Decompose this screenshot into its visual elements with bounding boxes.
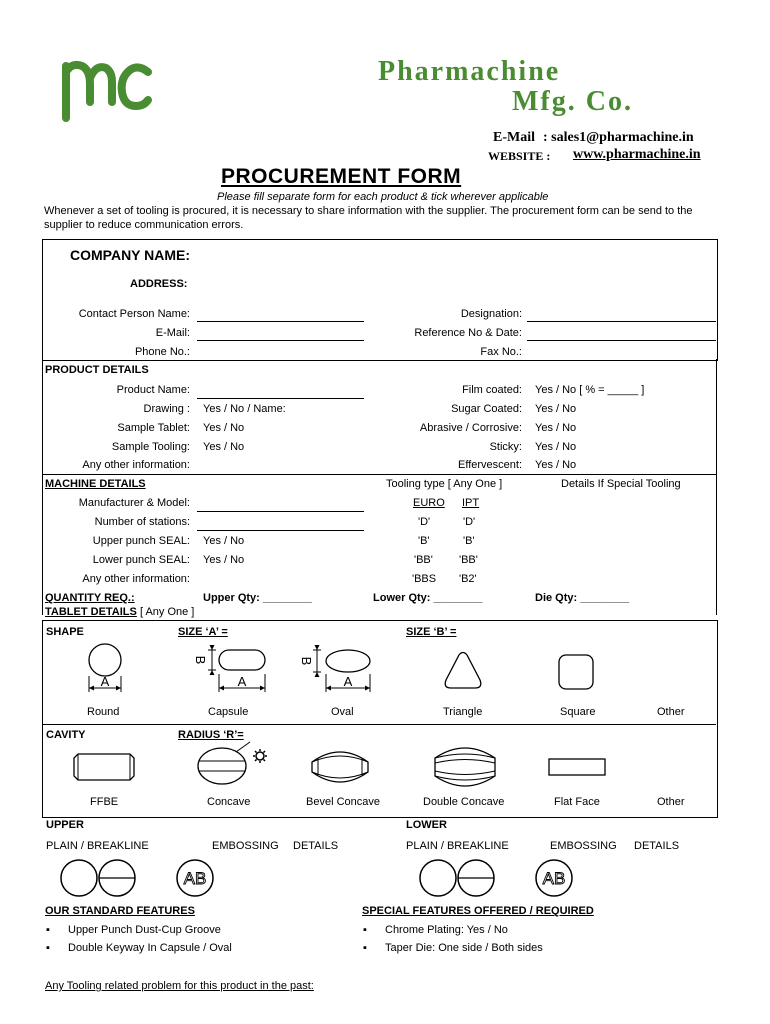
email-value[interactable]: : sales1@pharmachine.in [543, 130, 694, 145]
special-feature-chrome[interactable]: Chrome Plating: Yes / No [385, 924, 508, 936]
pmc-logo [62, 58, 152, 120]
film-coated-label: Film coated: [462, 384, 522, 396]
sticky-label: Sticky: [489, 441, 522, 453]
special-bullet-1: ▪ [363, 924, 367, 936]
lower-plain-label: PLAIN / BREAKLINE [406, 840, 509, 852]
tablet-heading-text: TABLET DETAILS [45, 606, 137, 618]
stations-label: Number of stations: [94, 516, 190, 528]
euro-type-b[interactable]: 'B' [418, 535, 430, 547]
manufacturer-label: Manufacturer & Model: [78, 497, 190, 509]
shape-round-label: Round [87, 706, 120, 718]
lower-embossing-label: EMBOSSING [550, 840, 617, 852]
standard-feature-1: Upper Punch Dust-Cup Groove [68, 924, 221, 936]
ipt-type-b2[interactable]: 'B2' [459, 573, 477, 585]
euro-type-bb[interactable]: 'BB' [414, 554, 433, 566]
cavity-bevel-concave-label: Bevel Concave [306, 796, 380, 808]
abrasive-label: Abrasive / Corrosive: [419, 422, 522, 434]
shape-other-label: Other [657, 706, 685, 718]
round-shape-drawing[interactable] [84, 640, 128, 696]
die-qty[interactable]: Die Qty: ________ [535, 592, 630, 604]
lower-seal-label: Lower punch SEAL: [92, 554, 190, 566]
product-name-label: Product Name: [116, 384, 190, 396]
shape-triangle-label: Triangle [443, 706, 483, 718]
lower-qty[interactable]: Lower Qty: ________ [373, 592, 483, 604]
phone-label: Phone No.: [134, 346, 190, 358]
company-name-label: COMPANY NAME: [70, 247, 191, 263]
upper-seal-label: Upper punch SEAL: [92, 535, 190, 547]
contact-person-label: Contact Person Name: [78, 308, 190, 320]
square-shape-drawing[interactable] [557, 653, 597, 691]
tablet-details-heading [45, 606, 194, 618]
cavity-other-label: Other [657, 796, 685, 808]
shape-capsule-label: Capsule [208, 706, 249, 718]
special-tooling-label: Details If Special Tooling [561, 478, 681, 490]
website-link[interactable]: www.pharmachine.in [573, 147, 701, 162]
drawing-label: Drawing : [143, 403, 190, 415]
website-label: WEBSITE : [488, 149, 551, 163]
past-problem-label: Any Tooling related problem for this product in the past: [45, 980, 314, 992]
effervescent-label: Effervescent: [458, 459, 522, 471]
lower-emboss-text: AB [542, 869, 566, 888]
oval-shape-drawing[interactable] [293, 644, 373, 696]
concave-cavity-drawing[interactable] [196, 744, 272, 786]
triangle-shape-drawing[interactable] [443, 650, 483, 692]
ipt-type-bb[interactable]: 'BB' [459, 554, 478, 566]
machine-details-heading: MACHINE DETAILS [45, 478, 146, 490]
cavity-concave-label: Concave [207, 796, 251, 808]
address-label: ADDRESS: [130, 278, 188, 290]
cavity-flat-face-label: Flat Face [554, 796, 600, 808]
tablet-heading-note: [ Any One ] [139, 606, 195, 618]
sample-tablet-options[interactable]: Yes / No [203, 422, 245, 434]
standard-bullet-2: ▪ [46, 942, 50, 954]
form-subtitle: Please fill separate form for each product & tick wherever applicable [217, 191, 549, 203]
brand-line-1: Pharmachine [378, 56, 561, 87]
size-b-label[interactable]: SIZE ‘B’ = [406, 626, 457, 638]
upper-breakline-punch[interactable] [98, 859, 138, 899]
lower-embossing-punch[interactable] [535, 859, 575, 899]
designation-field[interactable] [527, 321, 716, 322]
manufacturer-field[interactable] [197, 511, 364, 512]
sugar-coated-label: Sugar Coated: [451, 403, 522, 415]
cavity-ffbe-label: FFBE [90, 796, 119, 808]
standard-feature-2: Double Keyway In Capsule / Oval [68, 942, 232, 954]
cavity-divider [42, 724, 716, 725]
upper-punch-heading: UPPER [46, 819, 84, 831]
lower-details-label: DETAILS [634, 840, 680, 852]
reference-field[interactable] [527, 340, 716, 341]
abrasive-options[interactable]: Yes / No [535, 422, 577, 434]
lower-plain-punch[interactable] [419, 859, 459, 899]
cavity-label: CAVITY [46, 729, 86, 741]
shape-oval-label: Oval [331, 706, 354, 718]
upper-embossing-punch[interactable] [176, 859, 216, 899]
quantity-heading: QUANTITY REQ.: [45, 592, 135, 604]
sticky-options[interactable]: Yes / No [535, 441, 577, 453]
ipt-type-d[interactable]: 'D' [463, 516, 476, 528]
designation-label: Designation: [460, 308, 522, 320]
oval-dim-b: B [299, 656, 314, 666]
standard-features-heading: OUR STANDARD FEATURES [45, 905, 195, 917]
flat-face-cavity-drawing[interactable] [548, 758, 608, 778]
fax-label: Fax No.: [480, 346, 522, 358]
email-field[interactable] [197, 340, 364, 341]
double-concave-cavity-drawing[interactable] [433, 746, 497, 788]
lower-breakline-punch[interactable] [457, 859, 497, 899]
ipt-option[interactable]: IPT [462, 497, 480, 509]
capsule-shape-drawing[interactable] [186, 644, 270, 696]
round-dim-a: A [100, 674, 110, 689]
product-name-field[interactable] [197, 398, 364, 399]
upper-plain-punch[interactable] [60, 859, 100, 899]
ffbe-cavity-drawing[interactable] [72, 752, 136, 782]
upper-qty[interactable]: Upper Qty: ________ [203, 592, 312, 604]
standard-bullet-1: ▪ [46, 924, 50, 936]
special-features-heading: SPECIAL FEATURES OFFERED / REQUIRED [362, 905, 594, 917]
upper-embossing-label: EMBOSSING [212, 840, 279, 852]
special-feature-taper[interactable]: Taper Die: One side / Both sides [385, 942, 543, 954]
brand-line-2: Mfg. Co. [512, 86, 633, 117]
drawing-options[interactable]: Yes / No / Name: [203, 403, 286, 415]
shape-label: SHAPE [46, 626, 84, 638]
ipt-type-b[interactable]: 'B' [463, 535, 475, 547]
upper-details-label: DETAILS [293, 840, 339, 852]
shape-square-label: Square [560, 706, 596, 718]
sample-tooling-label: Sample Tooling: [111, 441, 190, 453]
special-bullet-2: ▪ [363, 942, 367, 954]
right-border [716, 359, 717, 615]
left-border [42, 359, 43, 615]
intro-line-2: supplier to reduce communication errors. [44, 219, 244, 231]
euro-option[interactable]: EURO [413, 497, 445, 509]
stations-field[interactable] [197, 530, 364, 531]
lower-seal-options[interactable]: Yes / No [203, 554, 245, 566]
cavity-double-concave-label: Double Concave [423, 796, 505, 808]
machine-other-info-label: Any other information: [82, 573, 190, 585]
capsule-dim-a: A [237, 674, 247, 689]
sample-tooling-options[interactable]: Yes / No [203, 441, 245, 453]
machine-divider [42, 474, 716, 475]
intro-line-1: Whenever a set of tooling is procured, it is necessary to share information with the supplier. The procurement form can be send to the [44, 205, 693, 217]
form-title: PROCUREMENT FORM [221, 165, 462, 188]
contact-person-field[interactable] [197, 321, 364, 322]
sugar-coated-options[interactable]: Yes / No [535, 403, 577, 415]
tooling-type-label: Tooling type [ Any One ] [386, 478, 503, 490]
upper-seal-options[interactable]: Yes / No [203, 535, 245, 547]
oval-dim-a: A [343, 674, 353, 689]
tablet-box [42, 620, 718, 818]
product-details-heading: PRODUCT DETAILS [45, 364, 149, 376]
size-a-label[interactable]: SIZE ‘A’ = [178, 626, 228, 638]
bevel-concave-cavity-drawing[interactable] [310, 748, 370, 786]
email-label: E-Mail [493, 130, 535, 145]
upper-plain-label: PLAIN / BREAKLINE [46, 840, 149, 852]
upper-emboss-text: AB [183, 869, 207, 888]
euro-type-bbs[interactable]: 'BBS [412, 573, 437, 585]
film-coated-options[interactable]: Yes / No [ % = _____ ] [535, 384, 645, 396]
capsule-dim-b: B [193, 655, 208, 665]
effervescent-options[interactable]: Yes / No [535, 459, 577, 471]
product-other-info-label: Any other information: [82, 459, 190, 471]
radius-label[interactable]: RADIUS ‘R’= [178, 729, 244, 741]
email-field-label: E-Mail: [155, 327, 190, 339]
lower-punch-heading: LOWER [406, 819, 447, 831]
sample-tablet-label: Sample Tablet: [117, 422, 190, 434]
euro-type-d[interactable]: 'D' [418, 516, 431, 528]
reference-label: Reference No & Date: [414, 327, 522, 339]
